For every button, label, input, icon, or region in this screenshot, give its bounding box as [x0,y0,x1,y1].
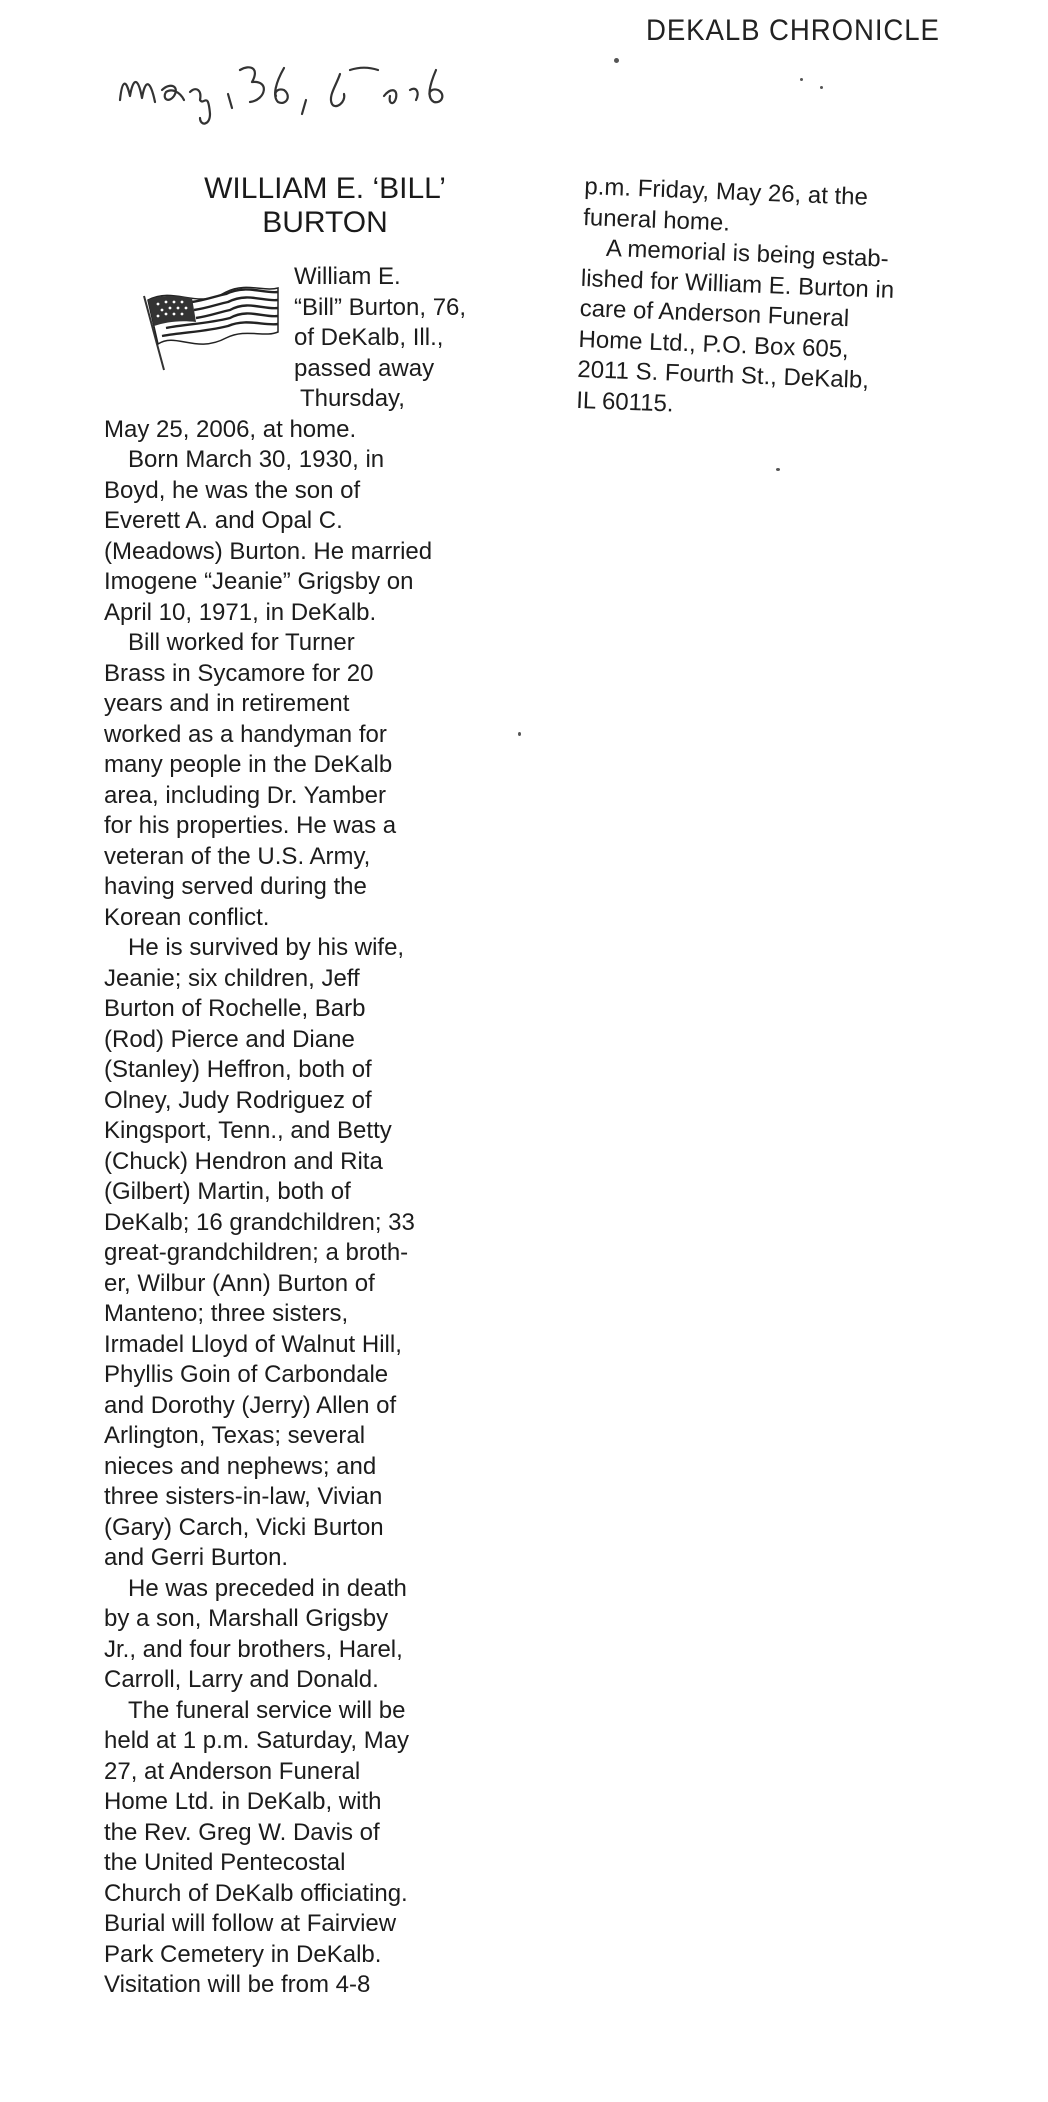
text-line: nieces and nephews; and [104,1452,377,1480]
text-line: great-grandchildren; a broth- [104,1239,409,1266]
text-line: Park Cemetery in DeKalb. [104,1940,382,1968]
text-line: (Rod) Pierce and Diane [104,1025,355,1053]
text-line: Phyllis Goin of Carbondale [104,1361,389,1388]
text-line: 27, at Anderson Funeral [104,1757,361,1785]
text-line: Visitation will be from 4-8 [104,1971,371,1998]
scan-speck [518,732,521,736]
scan-speck [820,86,823,89]
text-line: William E. [294,263,401,290]
text-line: (Gary) Carch, Vicki Burton [104,1513,384,1541]
text-line: er, Wilbur (Ann) Burton of [104,1269,375,1297]
text-line: DeKalb; 16 grandchildren; 33 [104,1208,415,1236]
text-line: Home Ltd. in DeKalb, with [104,1788,382,1815]
obituary-column-2 [576,172,985,431]
text-line: Carroll, Larry and Donald. [104,1666,379,1693]
publication-masthead: DEKALB CHRONICLE [646,14,940,47]
text-line: Irmadel Lloyd of Walnut Hill, [104,1330,402,1358]
text-line: (Meadows) Burton. He married [104,537,433,565]
text-line: Boyd, he was the son of [104,476,361,504]
text-line: (Chuck) Hendron and Rita [104,1147,383,1175]
text-line: He was preceded in death [128,1574,407,1602]
text-line: years and in retirement [104,690,350,717]
text-line: April 10, 1971, in DeKalb. [104,598,377,626]
text-line: three sisters-in-law, Vivian [104,1483,383,1510]
text-line: of DeKalb, Ill., [294,324,444,351]
text-line: veteran of the U.S. Army, [104,842,371,870]
text-line: Manteno; three sisters, [104,1300,349,1327]
obituary-headline [140,172,510,240]
text-line: Thursday, [300,385,405,412]
text-line: Home Ltd., P.O. Box 605, [578,325,850,363]
memorial-paragraph [576,233,983,431]
text-line: by a son, Marshall Grigsby [104,1605,389,1632]
text-line: many people in the DeKalb [104,751,393,778]
text-line: (Gilbert) Martin, both of [104,1178,351,1205]
text-line: Arlington, Texas; several [104,1422,366,1449]
text-line: Burton of Rochelle, Barb [104,995,366,1022]
text-line: A memorial is being estab- [605,234,890,273]
text-line: Korean conflict. [104,903,270,931]
preceded-paragraph [104,1574,514,1696]
text-line: the Rev. Greg W. Davis of [104,1818,380,1846]
text-line: “Bill” Burton, 76, [294,293,467,321]
text-line: Bill worked for Turner [128,629,355,656]
scan-speck [776,468,780,471]
text-line: The funeral service will be [128,1696,406,1724]
text-line: Church of DeKalb officiating. [104,1879,408,1907]
scan-speck [614,58,619,63]
text-line: Brass in Sycamore for 20 [104,659,374,687]
text-line: and Dorothy (Jerry) Allen of [104,1391,397,1419]
text-line: having served during the [104,873,367,900]
text-line: p.m. Friday, May 26, at the [583,172,869,211]
headline-line-1: WILLIAM E. ‘BILL’ [204,172,446,205]
text-line: lished for William E. Burton in [580,264,895,304]
text-line: May 25, 2006, at home. [104,415,357,443]
text-line: passed away [294,354,435,382]
scan-speck [800,78,803,81]
headline-line-2: BURTON [262,206,388,239]
text-line: Jeanie; six children, Jeff [104,964,360,992]
funeral-paragraph [104,1696,514,2001]
text-line: held at 1 p.m. Saturday, May [104,1727,410,1754]
text-line: for his properties. He was a [104,812,397,839]
intro-paragraph [104,262,514,445]
text-line: Olney, Judy Rodriguez of [104,1086,372,1114]
text-line: Kingsport, Tenn., and Betty [104,1117,392,1144]
text-line: funeral home. [582,203,731,237]
text-line: (Stanley) Heffron, both of [104,1056,372,1083]
text-line: worked as a handyman for [104,720,387,748]
text-line: Burial will follow at Fairview [104,1910,397,1937]
text-line: care of Anderson Funeral [579,294,850,333]
text-line: area, including Dr. Yamber [104,781,386,809]
text-line: IL 60115. [575,386,675,418]
text-line: and Gerri Burton. [104,1544,289,1571]
handwritten-date [100,30,540,130]
text-line: Everett A. and Opal C. [104,507,343,534]
career-paragraph [104,628,514,933]
text-line: Imogene “Jeanie” Grigsby on [104,568,414,595]
obituary-column-1 [104,262,514,2001]
text-line: the United Pentecostal [104,1849,346,1876]
survivors-paragraph [104,933,514,1574]
text-line: Jr., and four brothers, Harel, [104,1635,403,1663]
text-line: 2011 S. Fourth St., DeKalb, [576,355,870,395]
text-line: Born March 30, 1930, in [128,446,385,473]
text-line: He is survived by his wife, [128,934,405,961]
birth-paragraph [104,445,514,628]
